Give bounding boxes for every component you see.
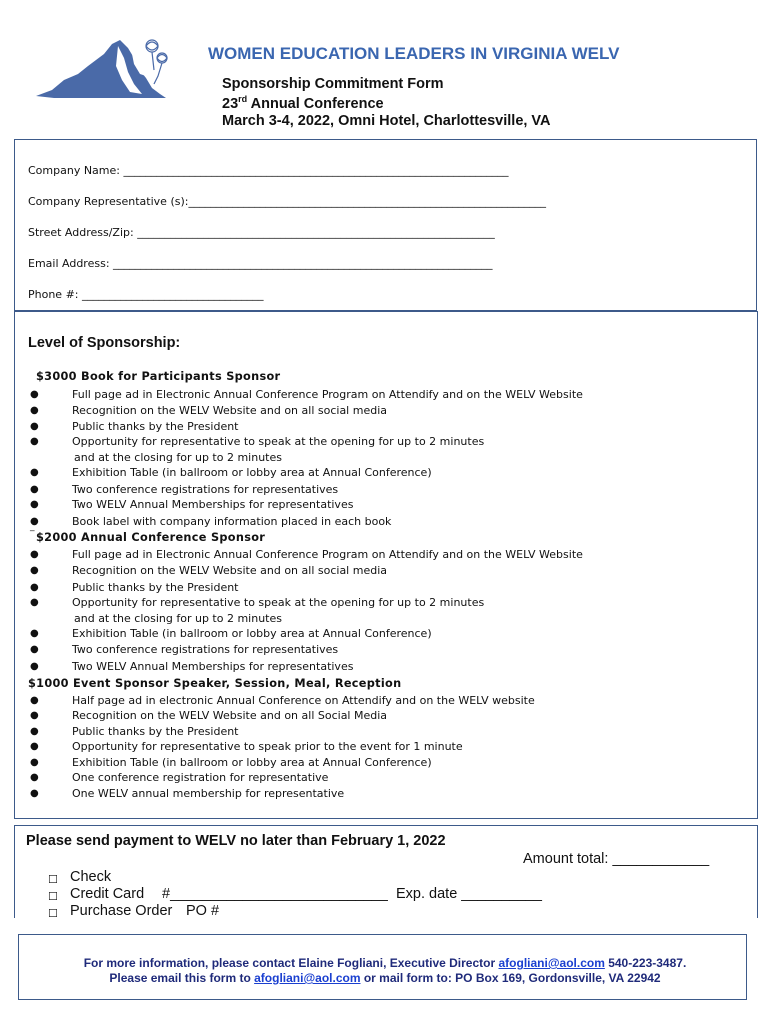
amount-total-field[interactable]: Amount total: ____________ [523,851,710,867]
tier-2000-title: $2000 Annual Conference Sponsor [36,531,266,544]
email-link[interactable]: afogliani@aol.com [498,956,605,970]
contact-text: For more information, please contact Elaine Fogliani, Executive Director [83,956,499,970]
list-item: Recognition on the WELV Website and on all social media [72,564,387,577]
conference-title [222,94,384,112]
mailing-info-line [0,971,770,985]
bullet-icon: ● [30,772,39,783]
virginia-map-logo [34,36,176,98]
list-item-continuation: and at the closing for up to 2 minutes [74,451,282,464]
bullet-icon: ● [30,582,39,593]
street-address-field[interactable]: Street Address/Zip: _________________________________________________________________ [28,226,495,239]
purchase-order-label: Purchase Order [70,903,173,917]
credit-card-checkbox[interactable]: ☐ [48,890,58,903]
list-item: Public thanks by the President [72,420,239,433]
bullet-icon: ● [30,389,39,400]
list-item: Public thanks by the President [72,725,239,738]
bullet-icon: ● [30,710,39,721]
form-title: Sponsorship Commitment Form [222,76,444,92]
bullet-icon: ● [30,436,39,447]
conference-ordinal-suffix: rd [238,94,248,104]
bullet-icon: ● [30,499,39,510]
list-item-continuation: and at the closing for up to 2 minutes [74,612,282,625]
list-item: Book label with company information placed in each book [72,515,392,528]
bullet-icon: ● [30,565,39,576]
company-name-field[interactable]: Company Name: ______________________________________________________________________ [28,164,509,177]
list-item: Opportunity for representative to speak prior to the event for 1 minute [72,740,463,753]
conference-ordinal: 23 [222,95,239,112]
bullet-icon: ● [30,726,39,737]
po-number-field[interactable]: PO # [186,903,220,917]
check-checkbox[interactable]: ☐ [48,873,58,886]
bullet-icon: ● [30,549,39,560]
contact-info-line [0,956,770,970]
list-item: Exhibition Table (in ballroom or lobby area at Annual Conference) [72,466,432,479]
bullet-icon: ● [30,516,39,527]
organization-title: WOMEN EDUCATION LEADERS IN VIRGINIA WELV [208,44,620,63]
list-item: Exhibition Table (in ballroom or lobby area at Annual Conference) [72,627,432,640]
list-item: Full page ad in Electronic Annual Conference Program on Attendify and on the WELV Website [72,548,583,561]
bullet-icon: ● [30,644,39,655]
list-item: Two conference registrations for representatives [72,483,339,496]
list-item: Opportunity for representative to speak at the opening for up to 2 minutes [72,596,485,609]
list-item: Two WELV Annual Memberships for representatives [72,498,354,511]
list-item: One conference registration for representative [72,771,329,784]
list-item: Two WELV Annual Memberships for representatives [72,660,354,673]
list-item: Opportunity for representative to speak at the opening for up to 2 minutes [72,435,485,448]
conference-details: March 3-4, 2022, Omni Hotel, Charlottesville, VA [222,113,551,129]
bullet-icon: ● [30,741,39,752]
phone-field[interactable]: Phone #: _________________________________ [28,288,264,301]
bullet-icon: ● [30,661,39,672]
bullet-icon: ● [30,597,39,608]
list-item: Full page ad in Electronic Annual Conference Program on Attendify and on the WELV Website [72,388,583,401]
bullet-icon: ● [30,467,39,478]
email-link-2[interactable]: afogliani@aol.com [254,971,361,985]
phone-text: 540-223-3487. [604,956,687,970]
bullet-icon: ● [30,421,39,432]
list-item: Half page ad in electronic Annual Conference on Attendify and on the WELV website [72,694,535,707]
purchase-order-row-clip [0,903,770,917]
payment-heading: Please send payment to WELV no later than February 1, 2022 [26,833,446,849]
bullet-icon: ● [30,405,39,416]
bullet-icon: ● [30,757,39,768]
email-address-field[interactable]: Email Address: _____________________________________________________________________ [28,257,493,270]
conference-label: Annual Conference [247,95,384,112]
bullet-icon: ● [30,788,39,799]
bullet-icon: ● [30,628,39,639]
mail-address-text: or mail form to: PO Box 169, Gordonsville, VA 22942 [360,971,661,985]
sponsorship-heading: Level of Sponsorship: [28,335,181,351]
exp-date-field[interactable]: Exp. date __________ [396,886,542,902]
tier-1000-title: $1000 Event Sponsor Speaker, Session, Meal, Reception [28,677,402,690]
list-item: Public thanks by the President [72,581,239,594]
check-label: Check [70,869,112,885]
credit-card-label: Credit Card [70,886,145,902]
list-item: Recognition on the WELV Website and on all social media [72,404,387,417]
card-number-field[interactable]: #___________________________ [162,886,388,902]
purchase-order-checkbox[interactable]: ☐ [48,907,58,917]
stray-mark: ‾ [30,530,35,540]
list-item: One WELV annual membership for representative [72,787,345,800]
bullet-icon: ● [30,484,39,495]
list-item: Recognition on the WELV Website and on all Social Media [72,709,388,722]
email-form-text: Please email this form to [109,971,255,985]
list-item: Two conference registrations for representatives [72,643,339,656]
tier-3000-title: $3000 Book for Participants Sponsor [36,370,281,383]
list-item: Exhibition Table (in ballroom or lobby area at Annual Conference) [72,756,432,769]
bullet-icon: ● [30,695,39,706]
company-representative-field[interactable]: Company Representative (s):_________________________________________________________________ [28,195,546,208]
